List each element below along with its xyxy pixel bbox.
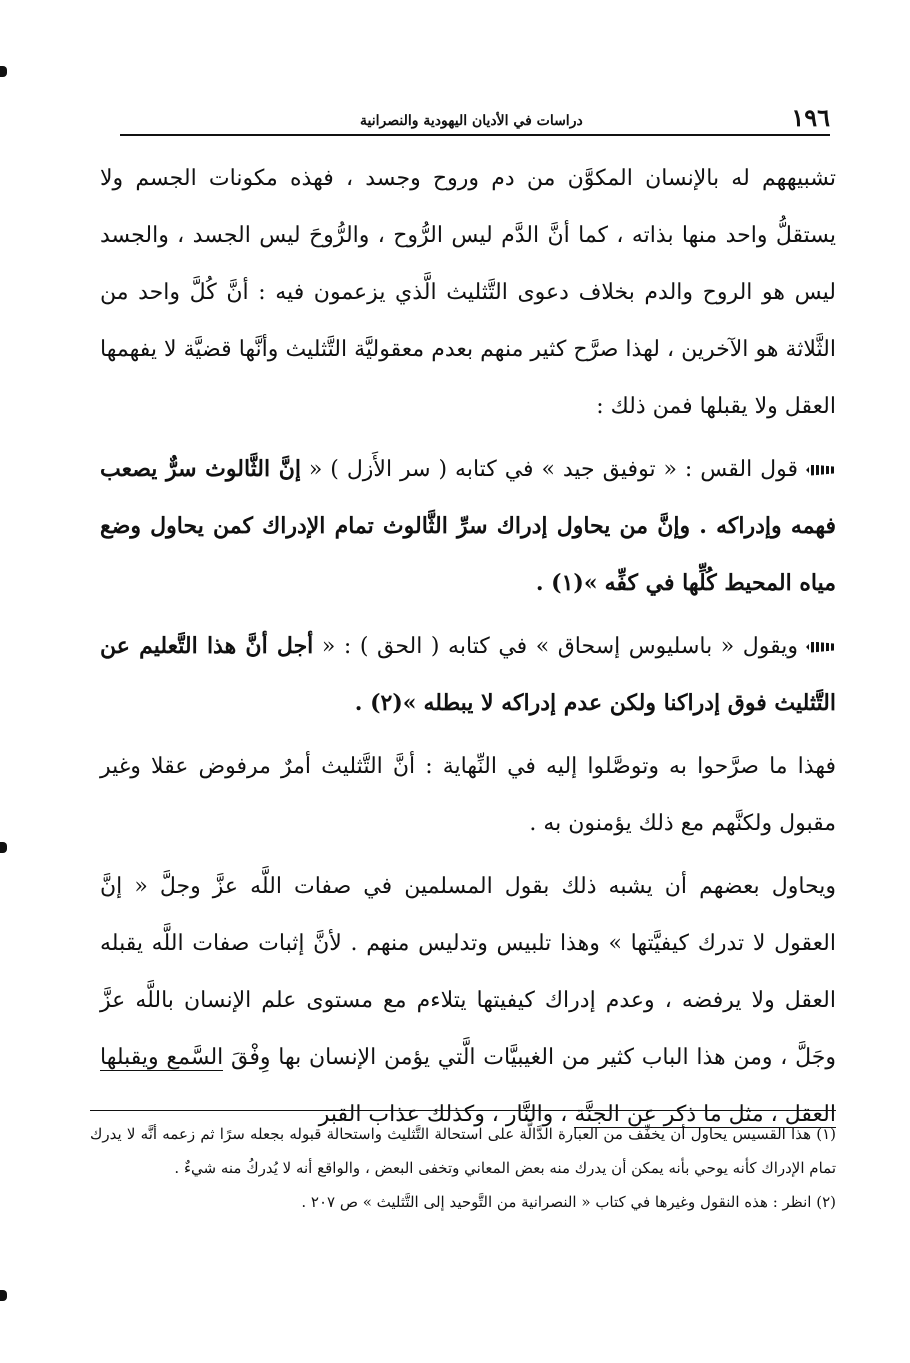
paragraph-quote-1 — [100, 441, 836, 612]
footnote-2: (٢) انظر : هذه النقول وغيرها في كتاب « النصرانية من التَّوحيد إلى التَّثليث » ص ٢٠٧ . — [301, 1193, 836, 1211]
paragraph-4: فهذا ما صرَّحوا به وتوصَّلوا إليه في النِّهاية : أنَّ التَّثليث أمرٌ مرفوض عقلا وغير مقبول ولكنَّهم مع ذلك يؤمنون به . — [100, 754, 836, 836]
footnote-1-line: ثم زعمه أنَّه لا يدرك تمام الإدراك كأنه يوحي بأنه يمكن أن يدرك منه بعض المعاني وتخفى البعض ، — [90, 1125, 836, 1177]
footnote-ref-2: »(٢) . — [354, 690, 417, 716]
bullet-arrow-icon — [806, 642, 836, 653]
quote-intro: ويقول « باسليوس إسحاق » في كتابه ( الحق ) : « — [321, 634, 799, 659]
footnote-1-line: والواقع أنه لا يُدركُ منه شيءٌ . — [174, 1159, 361, 1177]
underlined-text: السَّمع ويقبلها العقل ، مثل ما ذكر عن الجنَّة — [100, 1045, 836, 1127]
quote-intro: قول القس : « توفيق جيد » في كتابه ( سر الأَزل ) « — [308, 457, 799, 482]
margin-mark — [0, 1290, 7, 1301]
main-text — [100, 150, 836, 1143]
bullet-arrow-icon — [806, 465, 836, 476]
paragraph-quote-2 — [100, 618, 836, 732]
footnote-1-line: (١) هذا القسيس يحاول أن يخفِّف من العبارة الدَّالَّة على استحالة التَّثليث واستحالة قبوله بجعله سرًا — [219, 1125, 837, 1143]
header-rule — [120, 134, 830, 136]
margin-mark — [0, 842, 7, 853]
quote-text: إنَّ الثَّالوث سرٌّ يصعب فهمه وإدراكه . وإنَّ من يحاول إدراك سرِّ الثَّالوث تمام الإدراك كمن يحاول وضع مياه المحيط كُلِّها في كفِّه — [100, 456, 836, 596]
footnote-1 — [90, 1117, 836, 1185]
paragraph-1: تشبيههم له بالإنسان المكوَّن من دم وروح وجسد ، فهذه مكونات الجسم ولا يستقلُّ واحد منها بذاته ، كما أنَّ الدَّم ليس الرُّوح ، والرُّوحَ ليس الجسد ، والجسد ليس هو الروح والدم بخلاف دعوى التَّثليث الَّذي يزعمون فيه : أنَّ كُلَّ واحد من الثَّلاثة هو الآخرين ، لهذا صرَّح كثير منهم بعدم معقوليَّة التَّثليث وأنَّها قضيَّة لا يفهمها العقل ولا يقبلها فمن ذلك : — [100, 166, 836, 419]
page-header — [120, 103, 830, 137]
margin-mark — [0, 66, 7, 77]
running-title: دراسات في الأديان اليهودية والنصرانية — [360, 113, 583, 129]
quote-text: أجل أنَّ هذا التَّعليم عن التَّثليث فوق إدراكنا ولكن عدم إدراكه لا يبطله — [100, 633, 836, 716]
footnotes — [90, 1110, 836, 1219]
paragraph-5 — [100, 858, 836, 1143]
page-number: ١٩٦ — [791, 103, 830, 132]
paragraph-5-end: ، والنَّار ، وكذلك عذاب القبر — [318, 1102, 568, 1127]
footnote-ref-1: »(١) . — [535, 570, 598, 596]
paragraph-5-main: ويحاول بعضهم أن يشبه ذلك بقول المسلمين في صفات اللَّه عزَّ وجلَّ « إنَّ العقول لا تدرك كيفيَّتها » وهذا تلبيس وتدليس منهم . لأنَّ إثبات صفات اللَّه يقبله العقل ولا يرفضه ، وعدم إدراك كيفيتها يتلاءم مع مستوى علم الإنسان باللَّه عزَّ وجَلَّ ، ومن هذا الباب كثير من الغيبيَّات الَّتي يؤمن الإنسان بها وِفْقَ — [100, 874, 836, 1070]
